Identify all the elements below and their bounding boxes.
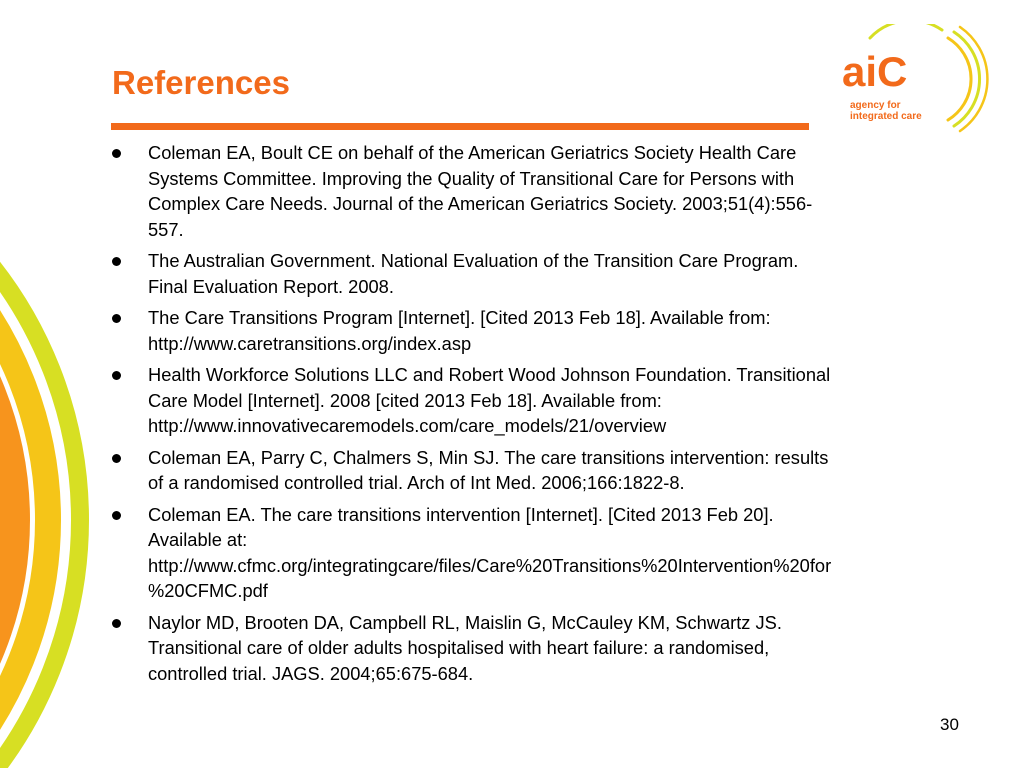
- logo-tagline-line2: integrated care: [850, 111, 922, 122]
- bullet-icon: [112, 257, 121, 266]
- bullet-icon: [112, 149, 121, 158]
- aic-logo: [830, 24, 990, 134]
- bullet-icon: [112, 511, 121, 520]
- page-title: References: [112, 64, 290, 101]
- arc-light-orange: [0, 175, 15, 768]
- page-number: 30: [940, 715, 959, 734]
- reference-text: Naylor MD, Brooten DA, Campbell RL, Maislin G, McCauley KM, Schwartz JS. Transitional care of older adults hospitalised with heart failure: a randomised, controlled trial. JAGS. 2004;65:675-684.: [148, 611, 782, 684]
- arc-yellow: [0, 142, 48, 768]
- bullet-icon: [112, 619, 121, 628]
- reference-list: [112, 140, 952, 692]
- reference-text: Coleman EA, Parry C, Chalmers S, Min SJ. The care transitions intervention: results of a randomised controlled trial. Arch of Int Med. 2006;166:1822-8.: [148, 446, 829, 493]
- title-underline: [111, 123, 809, 130]
- reference-text: Coleman EA, Boult CE on behalf of the American Geriatrics Society Health Care Systems Committee. Improving the Quality of Transitional Care for Persons with Complex Care Needs. Journal of the American Geriatrics Society. 2003;51(4):556- 557.: [148, 142, 813, 240]
- reference-text: Coleman EA. The care transitions intervention [Internet]. [Cited 2013 Feb 20]. Available at: http://www.cfmc.org/integratingcare/files/Care%20Transitions%20Intervention%20for %20CFMC.pdf: [148, 503, 832, 601]
- reference-item: [112, 362, 952, 439]
- reference-item: [112, 502, 952, 604]
- logo-tagline-line1: agency for: [850, 100, 901, 111]
- reference-item: [112, 140, 952, 242]
- reference-text: The Australian Government. National Evaluation of the Transition Care Program. Final Evaluation Report. 2008.: [148, 250, 799, 297]
- reference-item: [112, 305, 952, 356]
- reference-item: [112, 445, 952, 496]
- reference-text: Health Workforce Solutions LLC and Robert Wood Johnson Foundation. Transitional Care Model [Internet]. 2008 [cited 2013 Feb 18]. Available from: http://www.innovativecaremodels.com/care_models/21/overview: [148, 364, 831, 436]
- bullet-icon: [112, 454, 121, 463]
- reference-text: The Care Transitions Program [Internet]. [Cited 2013 Feb 18]. Available from: http://www.caretransitions.org/index.asp: [148, 307, 771, 354]
- reference-item: [112, 610, 952, 687]
- arc-lime: [0, 110, 80, 768]
- reference-item: [112, 248, 952, 299]
- bullet-icon: [112, 314, 121, 323]
- logo-letters: aiC: [842, 48, 908, 95]
- bullet-icon: [112, 371, 121, 380]
